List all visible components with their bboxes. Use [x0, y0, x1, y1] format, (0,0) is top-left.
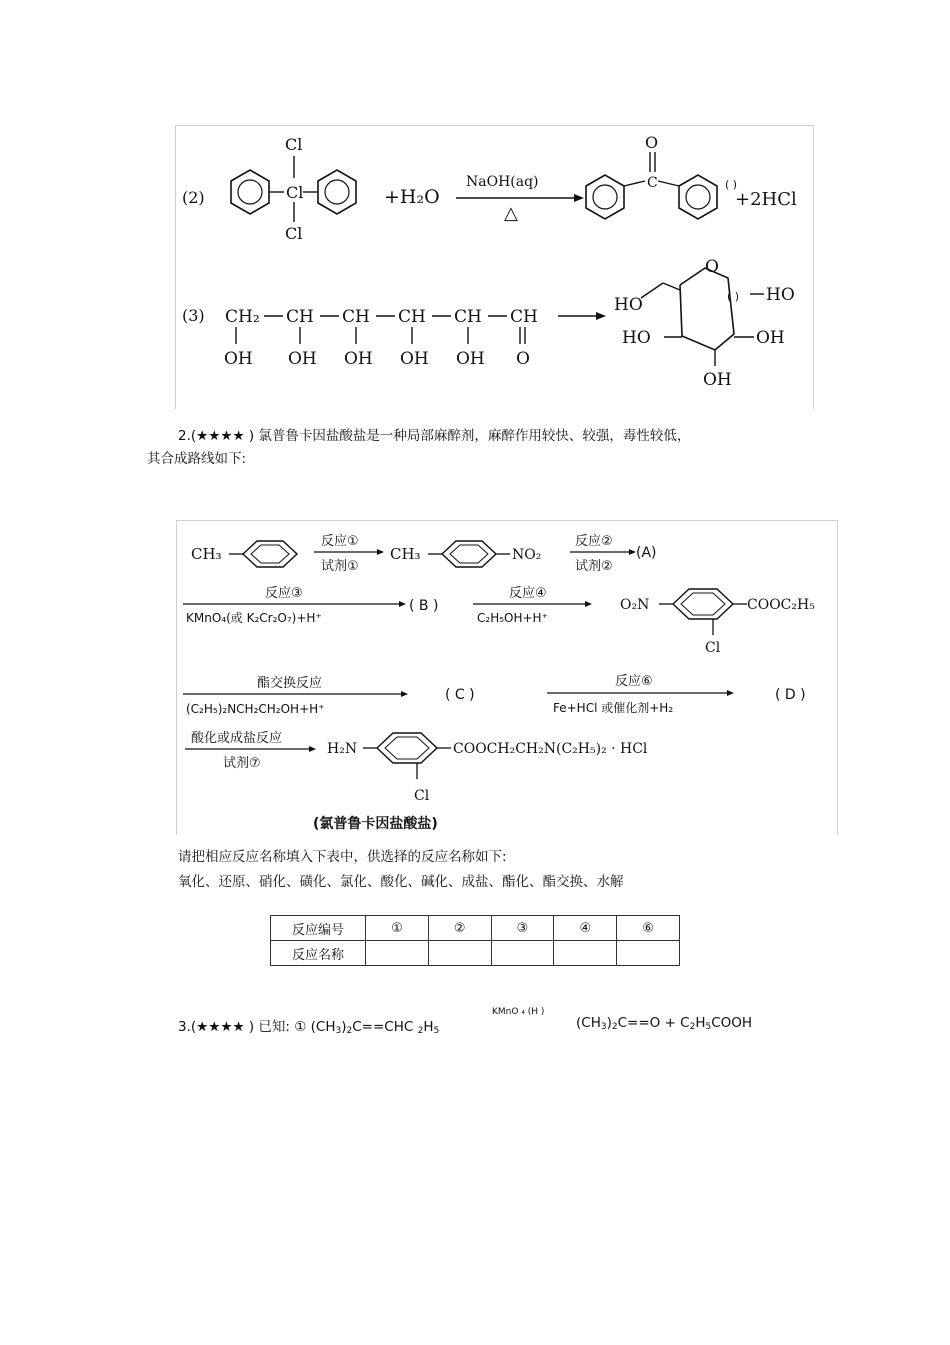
- table-header-name: 反应名称: [271, 941, 366, 966]
- naoh-condition: NaOH(aq): [466, 174, 539, 190]
- reaction-table: [270, 915, 680, 966]
- instruction-line1: 请把相应反应名称填入下表中，供选择的反应名称如下:: [178, 849, 507, 865]
- figure-reactions-2-3: [175, 125, 814, 409]
- svg-text:HO: HO: [766, 285, 795, 305]
- blank-eq2: ( ): [725, 178, 738, 191]
- benzene-ring-right: [318, 170, 356, 214]
- bottom-cl: Cl: [285, 224, 303, 243]
- svg-text:HO: HO: [622, 328, 651, 348]
- reagent-5-label: (C₂H₅)₂NCH₂CH₂OH+H⁺: [186, 702, 325, 716]
- carbonyl-o: O: [645, 133, 659, 152]
- svg-text:OH: OH: [224, 349, 253, 369]
- final-cl: Cl: [414, 788, 430, 804]
- pyranose-ring: [614, 257, 795, 390]
- svg-text:HO: HO: [614, 295, 643, 315]
- question-3-product: $(CH_3)_2C==O$ + $C_2H_5COOH$: [576, 1015, 753, 1032]
- svg-text:OH: OH: [703, 370, 732, 390]
- answer-cell[interactable]: [491, 941, 554, 966]
- table-cell-number: ④: [554, 916, 617, 941]
- svg-text:OH: OH: [344, 349, 373, 369]
- reaction-2-label: 反应②: [575, 534, 613, 549]
- intermediate-b: ( B ): [409, 598, 439, 614]
- svg-text:CH: CH: [510, 307, 538, 327]
- ester-cl: Cl: [705, 640, 721, 656]
- transesterification-label: 酯交换反应: [257, 676, 323, 691]
- eq3-label: (3): [182, 306, 205, 325]
- question-2-line1: 2.(★★★★ ) 氯普鲁卡因盐酸盐是一种局部麻醉剂，麻醉作用较快、较强，毒性较低，: [178, 428, 691, 444]
- plus-h2o: +H₂O: [384, 186, 440, 208]
- nitrotoluene-ch3: CH₃: [390, 545, 421, 563]
- reagent-1-label: 试剂①: [321, 559, 359, 574]
- table-cell-number: ⑥: [617, 916, 680, 941]
- svg-text:( ): ( ): [727, 290, 740, 303]
- eq2-label: (2): [182, 188, 205, 207]
- svg-text:O: O: [705, 257, 719, 277]
- reaction-3-label: 反应③: [265, 586, 303, 601]
- svg-text:OH: OH: [400, 349, 429, 369]
- ester-o2n: O₂N: [620, 597, 650, 613]
- reagent-3-label: KMnO₄(或 K₂Cr₂O₇)+H⁺: [186, 611, 322, 625]
- table-header-number: 反应编号: [271, 916, 366, 941]
- reaction-scheme-svg: [176, 126, 813, 409]
- svg-text:CH₂: CH₂: [225, 307, 260, 327]
- answer-cell[interactable]: [554, 941, 617, 966]
- reagent-7-label: 试剂⑦: [223, 756, 261, 771]
- svg-text:CH: CH: [454, 307, 482, 327]
- question-2-line2: 其合成路线如下:: [147, 451, 247, 467]
- synthesis-route-svg: [177, 521, 837, 835]
- question-3-reactant: 3.(★★★★ ) 已知: ① $(CH_3)_2C==CHC$ $_2H_5$: [178, 1019, 440, 1036]
- svg-text:O: O: [516, 349, 530, 369]
- answer-cell[interactable]: [366, 941, 429, 966]
- table-cell-number: ①: [366, 916, 429, 941]
- reaction-name-options: 氧化、还原、硝化、磺化、氯化、酸化、碱化、成盐、酯化、酯交换、水解: [178, 874, 624, 890]
- ester-group: COOC₂H₅: [747, 597, 815, 613]
- reaction-6-label: 反应⑥: [615, 674, 653, 689]
- answer-cell[interactable]: [617, 941, 680, 966]
- product-caption: (氯普鲁卡因盐酸盐): [313, 816, 438, 832]
- benzene-ring-left: [231, 170, 269, 214]
- intermediate-c: ( C ): [445, 687, 475, 703]
- reagent-6-label: Fe+HCl 或催化剂+H₂: [553, 701, 674, 715]
- svg-text:CH: CH: [342, 307, 370, 327]
- acidification-label: 酸化或成盐反应: [191, 731, 283, 746]
- central-cl: Cl: [286, 183, 304, 202]
- reagent-4-label: C₂H₅OH+H⁺: [477, 611, 548, 625]
- open-chain-glucose: [224, 307, 538, 369]
- svg-text:OH: OH: [456, 349, 485, 369]
- figure-synthesis-route: [176, 520, 838, 835]
- table-row: [271, 941, 680, 966]
- final-h2n: H₂N: [327, 741, 358, 757]
- intermediate-a: (A): [636, 545, 657, 561]
- plus-2hcl: +2HCl: [735, 189, 797, 210]
- table-cell-number: ③: [491, 916, 554, 941]
- nitro-group: NO₂: [512, 547, 542, 563]
- table-row: [271, 916, 680, 941]
- final-ester-group: COOCH₂CH₂N(C₂H₅)₂ · HCl: [453, 741, 648, 757]
- intermediate-d: ( D ): [775, 687, 806, 703]
- carbonyl-c: C: [647, 175, 658, 191]
- heat-symbol: △: [504, 203, 518, 224]
- reaction-1-label: 反应①: [321, 534, 359, 549]
- svg-text:CH: CH: [398, 307, 426, 327]
- table-cell-number: ②: [428, 916, 491, 941]
- top-cl: Cl: [285, 135, 303, 154]
- toluene-ch3: CH₃: [191, 545, 222, 563]
- question-3-reagent: KMnO ₄ (H ): [492, 1007, 545, 1017]
- svg-text:OH: OH: [288, 349, 317, 369]
- svg-text:OH: OH: [756, 328, 785, 348]
- svg-text:CH: CH: [286, 307, 314, 327]
- reagent-2-label: 试剂②: [575, 559, 613, 574]
- answer-cell[interactable]: [428, 941, 491, 966]
- reaction-4-label: 反应④: [509, 586, 547, 601]
